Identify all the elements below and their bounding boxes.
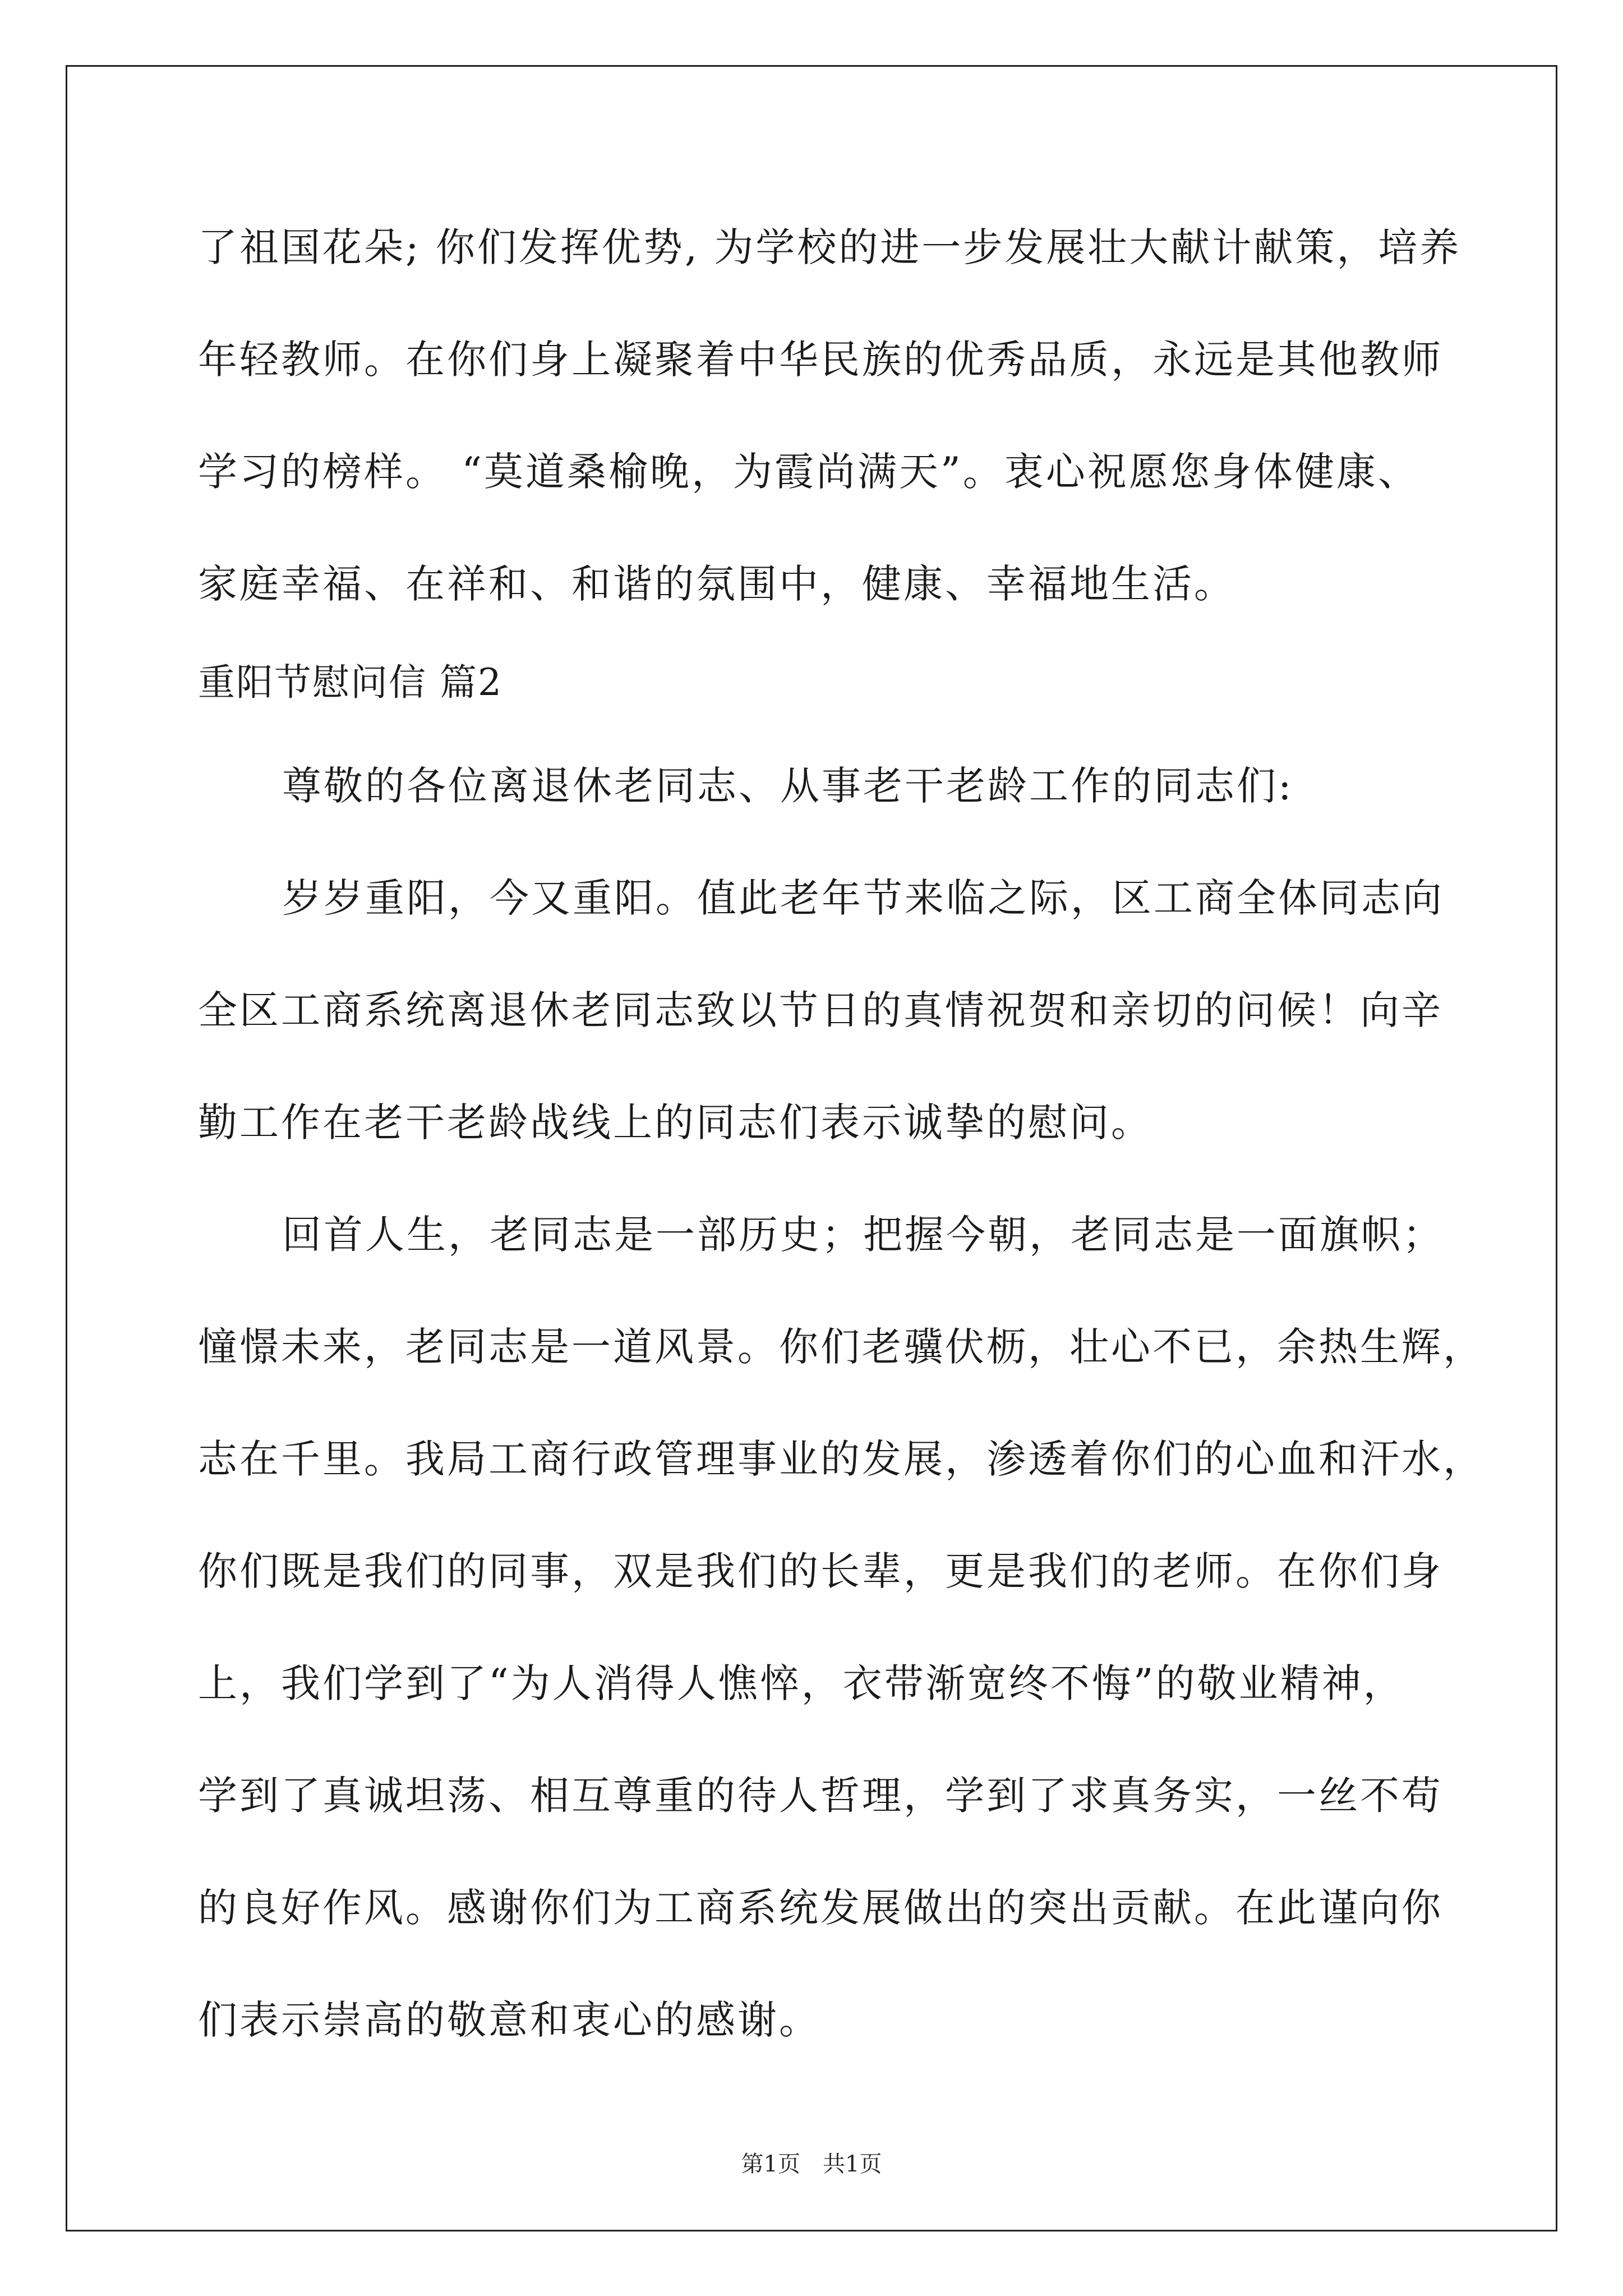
text-line: 们表示崇高的敬意和衷心的感谢。 bbox=[198, 1997, 820, 2043]
section-heading: 重阳节慰问信 篇2 bbox=[198, 661, 502, 704]
text-line: 年轻教师。在你们身上凝聚着中华民族的优秀品质，永远是其他教师 bbox=[198, 337, 1443, 383]
text-line: 你们既是我们的同事，双是我们的长辈，更是我们的老师。在你们身 bbox=[198, 1548, 1443, 1594]
text-line: 志在千里。我局工商行政管理事业的发展，渗透着你们的心血和汗水， bbox=[198, 1436, 1484, 1482]
text-line: 上，我们学到了“为人消得人憔悴，衣带渐宽终不悔”的敬业精神， bbox=[198, 1660, 1405, 1706]
text-line: 全区工商系统离退休老同志致以节日的真情祝贺和亲切的问候！向辛 bbox=[198, 987, 1443, 1033]
text-line: 学习的榜样。 “莫道桑榆晚，为霞尚满天”。衷心祝愿您身体健康、 bbox=[198, 449, 1419, 495]
text-line: 了祖国花朵; 你们发挥优势, 为学校的进一步发展壮大献计献策，培养 bbox=[198, 224, 1461, 270]
text-line: 勤工作在老干老龄战线上的同志们表示诚挚的慰问。 bbox=[198, 1099, 1152, 1145]
text-line: 家庭幸福、在祥和、和谐的氛围中，健康、幸福地生活。 bbox=[198, 561, 1235, 607]
text-line: 岁岁重阳，今又重阳。值此老年节来临之际，区工商全体同志向 bbox=[282, 875, 1444, 921]
salutation: 尊敬的各位离退休老同志、从事老干老龄工作的同志们: bbox=[282, 763, 1294, 809]
page-number: 第1页 共1页 bbox=[741, 2151, 882, 2177]
text-line: 憧憬未来，老同志是一道风景。你们老骥伏枥，壮心不已，余热生辉， bbox=[198, 1324, 1484, 1370]
text-line: 回首人生，老同志是一部历史；把握今朝，老同志是一面旗帜； bbox=[282, 1212, 1444, 1258]
text-line: 学到了真诚坦荡、相互尊重的待人哲理，学到了求真务实，一丝不苟 bbox=[198, 1773, 1443, 1819]
text-line: 的良好作风。感谢你们为工商系统发展做出的突出贡献。在此谨向你 bbox=[198, 1885, 1443, 1931]
